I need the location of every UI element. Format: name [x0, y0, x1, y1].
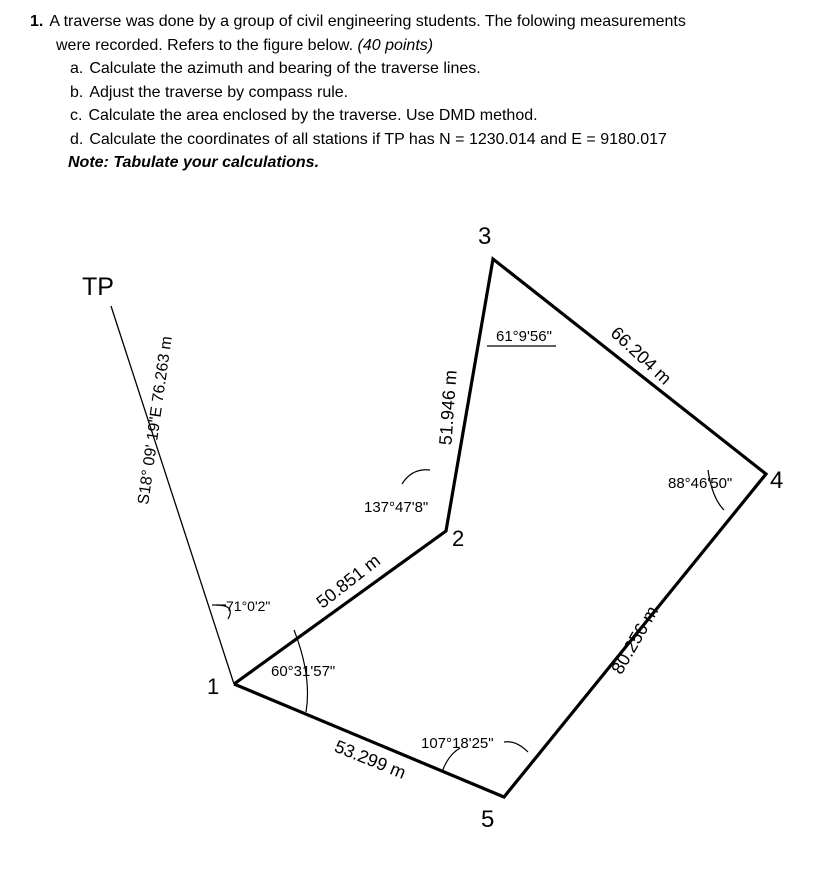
- tie-angle-label: 71°0'2": [226, 598, 271, 614]
- station-2-label: 2: [452, 526, 465, 551]
- problem-number: 1.: [30, 13, 44, 30]
- station-4-label: 4: [770, 467, 784, 494]
- station-3-label: 3: [478, 223, 492, 250]
- task-label: c.: [70, 107, 83, 124]
- station-tp-label: TP: [82, 273, 114, 301]
- angle-leader-5: [504, 742, 528, 752]
- distance-1-2-label: 50.851 m: [312, 550, 385, 613]
- task-label: b.: [70, 83, 84, 101]
- task-label: a.: [70, 60, 84, 77]
- task-text: Calculate the area enclosed by the traverse. Use DMD method.: [88, 107, 538, 124]
- angle-3-label: 61°9'56": [496, 328, 552, 345]
- angle-5-label: 107°18'25": [421, 735, 494, 752]
- distance-3-4-label: 66.204 m: [606, 322, 676, 389]
- task-text: Adjust the traverse by compass rule.: [89, 83, 349, 101]
- task-label: d.: [70, 130, 84, 148]
- distance-2-3-label: 51.946 m: [435, 369, 461, 446]
- angle-4-label: 88°46'50": [668, 475, 733, 492]
- angle-2-label: 137°47'8": [364, 499, 429, 516]
- distance-5-1-label: 53.299 m: [331, 736, 409, 783]
- task-text: Calculate the coordinates of all stations if TP has N = 1230.014 and E = 9180.017: [89, 130, 667, 148]
- note-text: Note: Tabulate your calculations.: [68, 154, 320, 171]
- tie-line: [111, 306, 234, 684]
- angle-1-label: 60°31'57": [271, 663, 336, 680]
- intro-text-1: A traverse was done by a group of civil engineering students. The folowing measurements: [49, 13, 686, 30]
- points-value: (40 points): [357, 36, 434, 54]
- tie-line-label: S18° 09' 19"E 76.263 m: [135, 335, 176, 506]
- intro-text-2: were recorded. Refers to the figure below.: [56, 36, 354, 54]
- station-1-label: 1: [207, 674, 220, 699]
- station-5-label: 5: [481, 806, 495, 833]
- distance-4-5-label: 80.256 m: [607, 602, 663, 678]
- task-text: Calculate the azimuth and bearing of the traverse lines.: [89, 60, 481, 77]
- angle-arc-2: [402, 470, 430, 484]
